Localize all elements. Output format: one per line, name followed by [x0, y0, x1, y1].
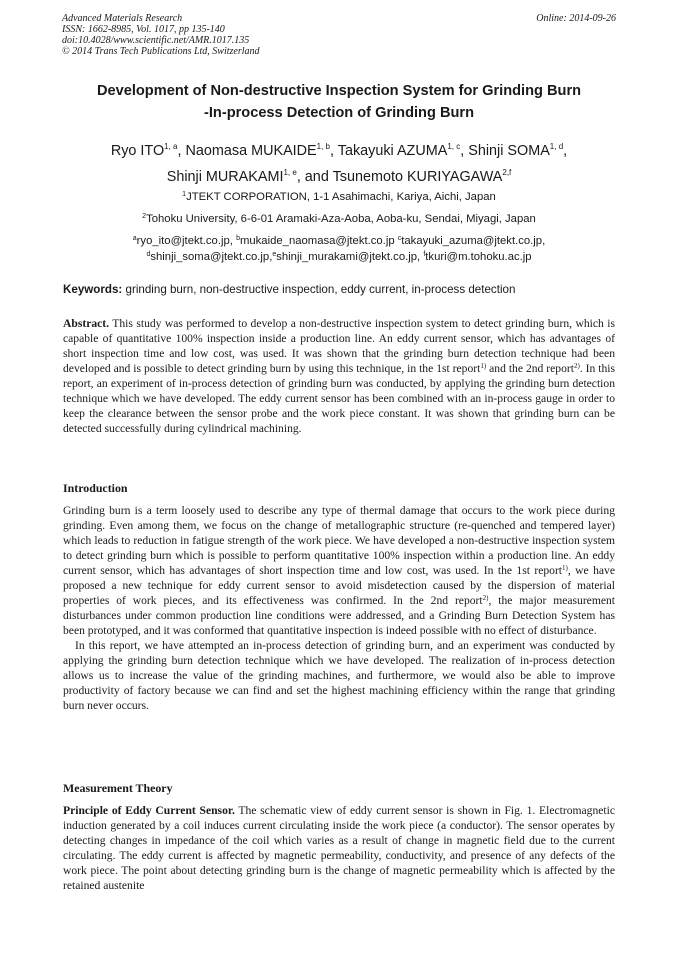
affiliation-text: Tohoku University, 6-6-01 Aramaki-Aza-Aoba, Aoba-ku, Sendai, Miyagi, Japan — [146, 213, 536, 225]
email-link[interactable]: takayuki_azuma@jtekt.co.jp — [401, 235, 543, 247]
title-line-1: Development of Non-destructive Inspection System for Grinding Burn — [96, 83, 582, 99]
paragraph: In this report, we have attempted an in-process detection of grinding burn, and an experiment was conducted by applying the grinding burn detection technique which we have developed. The realization of in-process detection allows us to increase the value of the grinding machines, and furthermore, we would also be able to improve productivity of factory because we can find and set the highest machining efficiency within the range that grinding burn never occurs. — [63, 639, 615, 712]
author-name: Tsunemoto KURIYAGAWA — [332, 169, 503, 185]
author-sup: 1, d — [549, 142, 564, 151]
author-line-1: Ryo ITO$^{1, a}$, Naomasa MUKAIDE$^{1, b}$, Takayuki AZUMA$^{1, c}$, Shinji SOMA$^{1, d}$, — [110, 142, 568, 159]
abstract-text: and the 2nd report — [486, 362, 574, 375]
measurement-theory-body — [63, 803, 615, 893]
abstract-text: . In this report, an experiment of in-process detection of grinding burn was conducted, by applying the grinding burn detection technique which we have developed. The eddy current sensor has been combined with an in-process gauge in order to keep the clearance between the sensor probe and the work piece constant. It was shown that grinding burn can be detected successfully during cylindrical machining. — [63, 362, 616, 435]
author-list — [30, 136, 648, 188]
section-heading-introduction: Introduction — [63, 481, 128, 495]
affiliation-text: JTEKT CORPORATION, 1-1 Asahimachi, Kariya, Aichi, Japan — [186, 191, 496, 203]
abstract-text: This study was performed to develop a non-destructive inspection system to detect grinding burn, which is capable of quantitative 100% inspection inside a production line. An eddy current sensor, which has advantages of short inspection time and low cost, was used. It was shown that the grinding burn detection technique had been developed and is possible to detect grinding burn by using this technique, in the 1st report — [63, 317, 615, 375]
keywords — [63, 283, 515, 296]
author-sup: 1, a — [164, 142, 178, 151]
author-sup: 1, b — [316, 142, 330, 151]
paragraph-text: Grinding burn is a term loosely used to describe any type of thermal damage that occurs to the work piece during grinding. Even among them, we focus on the change of metallographic structure (re-quenched and tempered layer) which leads to reduction in fatigue strength of the work piece. We have developed a non-destructive inspection system to detect grinding burn which is possible to perform quantitative 100% inspection within a production line. An eddy current sensor, which has advantages of short inspection time and low cost, was used. In the 1st report — [63, 504, 615, 577]
journal-name: Advanced Materials Research — [62, 13, 183, 24]
author-line-2: Shinji MURAKAMI$^{1, e}$, and Tsunemoto KURIYAGAWA$^{2,f}$ — [166, 168, 512, 185]
email-sup: f — [423, 251, 426, 258]
email-sup: b — [236, 235, 240, 242]
affiliation-sup: 2 — [142, 213, 147, 220]
paragraph — [63, 803, 615, 893]
paper-title — [40, 80, 638, 124]
keywords-text: grinding burn, non-destructive inspection, eddy current, in-process detection — [125, 283, 516, 296]
subsection-lead: Principle of Eddy Current Sensor. — [63, 804, 235, 817]
author-sup: 1, c — [447, 142, 461, 151]
affiliation-1 — [30, 188, 648, 204]
paragraph-text: , we have proposed a new technique for eddy current sensor to avoid misdetection caused by the dispersion of material properties of work pieces, and its effectiveness was confirmed. In the 2nd report — [63, 564, 615, 607]
author-name: Ryo ITO — [110, 143, 165, 159]
paragraph-text: The schematic view of eddy current sensor is shown in Fig. 1. Electromagnetic induction generated by a coil induces current circulating inside the work piece (a conductor). The sensor operates by detecting changes in impedance of the coil which varies as a result of change in magnetic field due to the current circulating. The eddy current is affected by magnetic permeability, conductivity, and presence of any defects of the work piece. The point about detecting grinding burn is the change of magnetic permeability which is affected by the retained austenite — [63, 804, 615, 892]
abstract-label: Abstract. — [63, 317, 110, 330]
author-name: Shinji SOMA — [468, 143, 550, 159]
email-link[interactable]: tkuri@m.tohoku.ac.jp — [425, 251, 532, 263]
journal-header — [62, 13, 260, 57]
title-line-2: -In-process Detection of Grinding Burn — [204, 105, 474, 121]
citation-ref: 2) — [573, 362, 580, 370]
copyright-line: © 2014 Trans Tech Publications Ltd, Switzerland — [62, 46, 260, 57]
paragraph-text: , the major measurement disturbances under common production line conditions were addressed, and a Grinding Burn Detection System has been prototyped, and it was conformed that quantitative inspection is indeed possible with no effect of disturbance. — [63, 594, 616, 637]
email-list — [30, 232, 648, 264]
email-link[interactable]: mukaide_naomasa@jtekt.co.jp — [239, 235, 395, 247]
issn-line: ISSN: 1662-8985, Vol. 1017, pp 135-140 — [62, 24, 225, 35]
section-heading-measurement-theory: Measurement Theory — [63, 781, 173, 795]
email-link[interactable]: shinji_soma@jtekt.co.jp — [150, 251, 270, 263]
abstract — [63, 316, 615, 436]
email-sup: e — [272, 251, 277, 258]
keywords-label: Keywords: — [63, 283, 123, 296]
email-link[interactable]: ryo_ito@jtekt.co.jp — [136, 235, 230, 247]
email-line-1: $^a$ryo_ito@jtekt.co.jp, $^b$mukaide_naomasa@jtekt.co.jp $^c$takayuki_azuma@jtekt.co.jp, — [132, 235, 546, 247]
email-sup: a — [132, 235, 137, 242]
email-sup: d — [146, 251, 151, 258]
author-sup: 2,f — [502, 168, 512, 177]
email-link[interactable]: shinji_murakami@jtekt.co.jp — [276, 251, 418, 263]
author-name: Naomasa MUKAIDE — [185, 143, 317, 159]
citation-ref: 1) — [480, 362, 487, 370]
introduction-body — [63, 503, 615, 713]
email-line-2: $^d$shinji_soma@jtekt.co.jp,$^e$shinji_murakami@jtekt.co.jp, $^f$tkuri@m.tohoku.ac.jp — [146, 251, 532, 263]
author-sup: 1, e — [283, 168, 297, 177]
email-sup: c — [397, 235, 402, 242]
citation-ref: 2) — [482, 594, 489, 602]
author-name: Takayuki AZUMA — [337, 143, 448, 159]
affiliation-sup: 1 — [182, 191, 187, 198]
paragraph — [63, 503, 615, 638]
doi-line: doi:10.4028/www.scientific.net/AMR.1017.135 — [62, 35, 250, 46]
affiliation-2 — [30, 210, 648, 226]
citation-ref: 1) — [562, 564, 568, 572]
online-date: Online: 2014-09-26 — [536, 13, 616, 24]
author-name: Shinji MURAKAMI — [166, 169, 284, 185]
